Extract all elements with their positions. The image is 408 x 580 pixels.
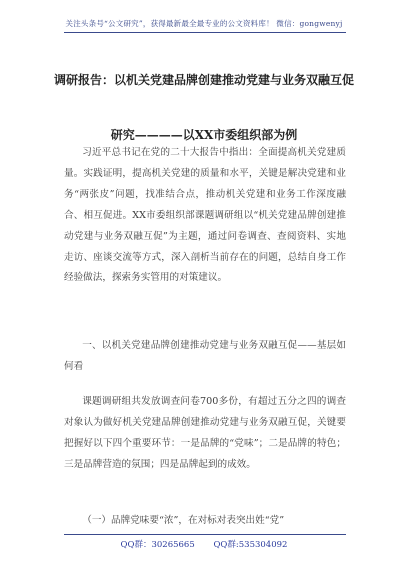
header-divider (64, 32, 346, 33)
footer-qq-group-2: QQ群:535304092 (213, 540, 288, 550)
header-notice: 关注头条号“公文研究”，获得最新最全最专业的公文资料库！ 微信：gongwenyj (65, 19, 343, 28)
subsection-heading-1: （一）品牌党味要“浓”，在对标对表突出姓“党” (82, 515, 285, 526)
paragraph-intro: 习近平总书记在党的二十大报告中指出：全面提高机关党建质量。实践证明，提高机关党建的质量和水平，关键是解决党建和业务“两张皮”问题，找准结合点，推动机关党建和业务工作深度融合、相互促进。XX市委组织部课题调研组以“机关党建品牌创建推动党建与业务双融互促”为主题，通过问卷调查、查阅资料、实地走访、座谈交流等方式，深入剖析当前存在的问题，总结自身工作经验做法，探索务实管用的对策建议。 (64, 147, 346, 284)
document-title-line1: 调研报告：以机关党建品牌创建推动党建与业务双融互促 (53, 73, 354, 87)
footer (0, 538, 408, 550)
footer-divider (64, 534, 346, 535)
paragraph-survey: 课题调研组共发放调查问卷700多份，有超过五分之四的调查对象认为做好机关党建品牌创建推动党建与业务双融互促，关键要把握好以下四个重要环节：一是品牌的“党味”；二是品牌的特色；三是品牌营造的氛围；四是品牌起到的成效。 (64, 396, 346, 470)
document-title-line2: 研究————以XX市委组织部为例 (110, 128, 298, 142)
footer-qq-group-1: QQ群：30265665 (120, 540, 195, 550)
section-heading-1: 一、以机关党建品牌创建推动党建与业务双融互促——基层如何看 (64, 340, 346, 372)
